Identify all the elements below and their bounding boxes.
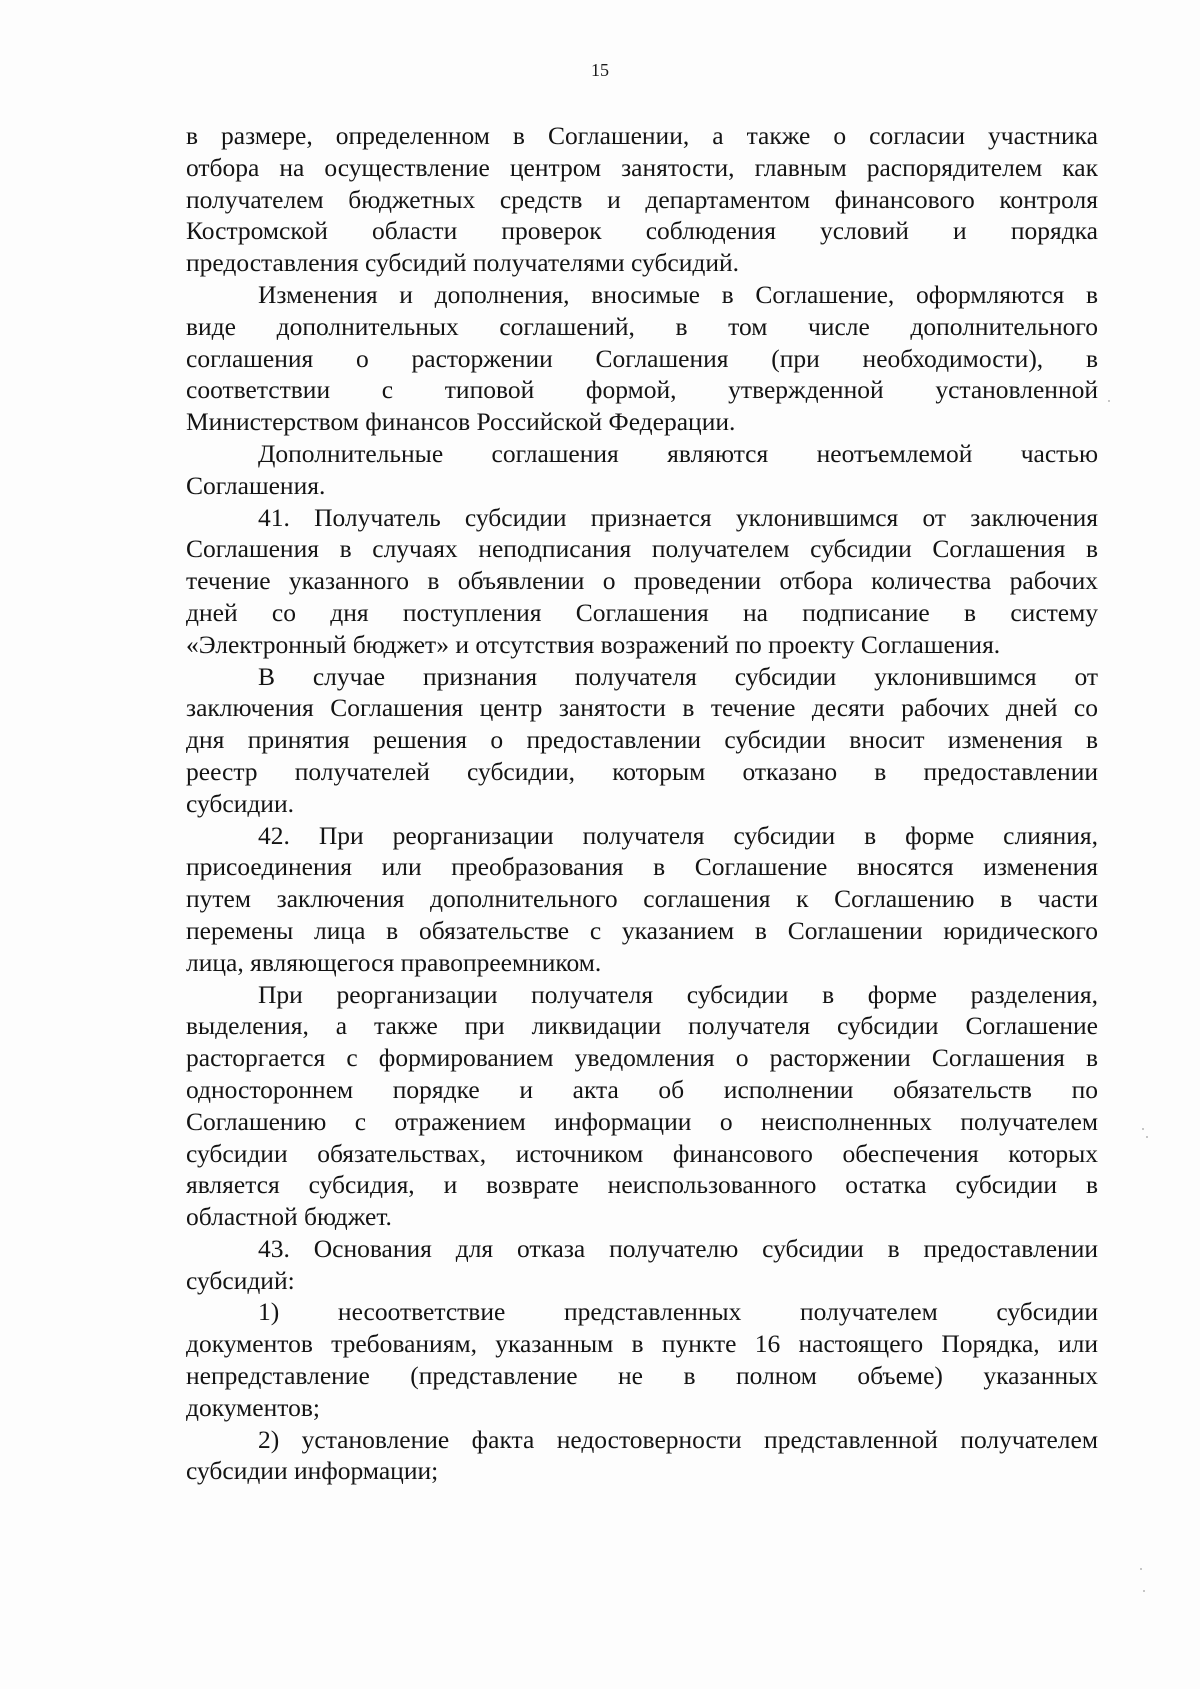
text-line: «Электронный бюджет» и отсутствия возражений по проекту Соглашения. [186, 629, 1001, 659]
page-number: 15 [591, 60, 609, 80]
text-line: путем заключения дополнительного соглашения к Соглашению в части [186, 884, 1098, 914]
text-line: субсидии. [186, 788, 294, 818]
text-line: дня принятия решения о предоставлении субсидии вносит изменения в [186, 725, 1098, 755]
text-line: одностороннем порядке и акта об исполнении обязательств по [186, 1074, 1098, 1104]
text-line: Соглашения. [186, 470, 326, 500]
text-line: 43. Основания для отказа получателю субсидии в предоставлении [258, 1233, 1098, 1263]
text-line: 1) несоответствие представленных получателем субсидии [258, 1297, 1098, 1327]
text-line: документов; [186, 1392, 320, 1422]
text-line: 2) установление факта недостоверности представленной получателем [258, 1424, 1098, 1454]
text-line: виде дополнительных соглашений, в том числе дополнительного [186, 311, 1098, 341]
text-line: субсидии информации; [186, 1456, 439, 1486]
text-line: документов требованиям, указанным в пункте 16 настоящего Порядка, или [186, 1329, 1098, 1359]
text-line: является субсидия, и возврате неиспользованного остатка субсидии в [186, 1170, 1098, 1200]
text-line: реестр получателей субсидии, которым отказано в предоставлении [186, 756, 1098, 786]
scan-mark [1146, 1136, 1148, 1138]
text-line: лица, являющегося правопреемником. [186, 947, 602, 977]
body-text [186, 120, 1098, 1487]
text-line: непредставление (представление не в полном объеме) указанных [186, 1361, 1098, 1391]
text-line: соответствии с типовой формой, утвержденной установленной [186, 375, 1098, 405]
text-line: Соглашению с отражением информации о неисполненных получателем [186, 1106, 1098, 1136]
text-line: 41. Получатель субсидии признается уклонившимся от заключения [258, 502, 1098, 532]
scan-mark [1142, 1128, 1144, 1130]
text-line: Дополнительные соглашения являются неотъемлемой частью [258, 438, 1098, 468]
text-line: предоставления субсидий получателями субсидий. [186, 248, 740, 278]
text-line: получателем бюджетных средств и департаментом финансового контроля [186, 184, 1098, 214]
text-line: перемены лица в обязательстве с указанием в Соглашении юридического [186, 915, 1098, 945]
text-line: При реорганизации получателя субсидии в форме разделения, [258, 979, 1098, 1009]
text-line: Изменения и дополнения, вносимые в Соглашение, оформляются в [258, 279, 1098, 309]
text-line: субсидий: [186, 1265, 295, 1295]
text-line: выделения, а также при ликвидации получателя субсидии Соглашение [186, 1011, 1098, 1041]
text-line: в размере, определенном в Соглашении, а также о согласии участника [186, 121, 1098, 150]
text-line: Министерством финансов Российской Федерации. [186, 407, 736, 437]
text-line: дней со дня поступления Соглашения на подписание в систему [186, 597, 1098, 627]
text-line: Соглашения в случаях неподписания получателем субсидии Соглашения в [186, 534, 1098, 564]
text-line: расторгается с формированием уведомления о расторжении Соглашения в [186, 1043, 1098, 1073]
text-line: соглашения о расторжении Соглашения (при необходимости), в [186, 343, 1098, 373]
scan-mark [1143, 1590, 1145, 1592]
text-line: субсидии обязательствах, источником финансового обеспечения которых [186, 1138, 1098, 1168]
text-line: присоединения или преобразования в Соглашение вносятся изменения [186, 852, 1098, 882]
scan-mark [1108, 400, 1110, 402]
text-line: отбора на осуществление центром занятости, главным распорядителем как [186, 152, 1098, 182]
text-line: Костромской области проверок соблюдения условий и порядка [186, 216, 1098, 246]
text-line: 42. При реорганизации получателя субсидии в форме слияния, [258, 820, 1098, 850]
text-line: В случае признания получателя субсидии уклонившимся от [258, 661, 1098, 691]
scan-mark [1140, 1568, 1142, 1570]
text-line: областной бюджет. [186, 1202, 392, 1232]
text-line: течение указанного в объявлении о проведении отбора количества рабочих [186, 566, 1098, 596]
text-line: заключения Соглашения центр занятости в течение десяти рабочих дней со [186, 693, 1098, 723]
